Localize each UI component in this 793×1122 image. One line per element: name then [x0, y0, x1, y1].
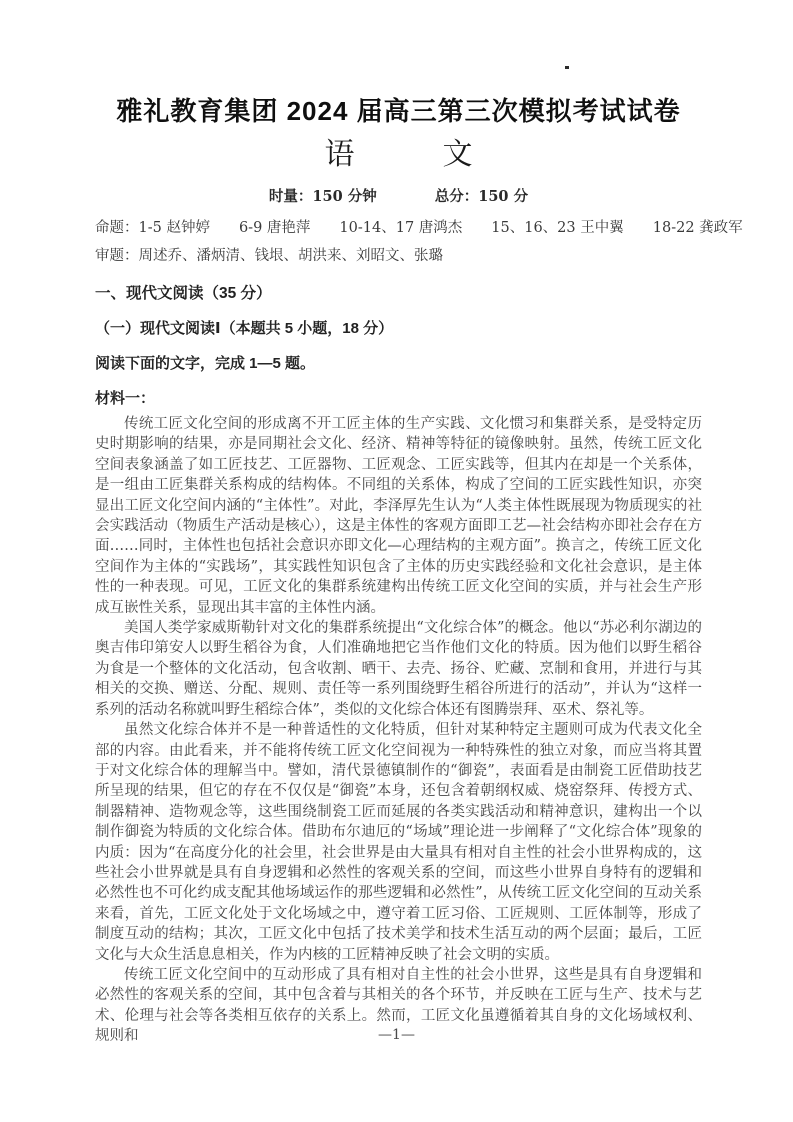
exam-info-line — [95, 186, 702, 208]
page-number: —1— — [378, 1027, 415, 1043]
material-1-label: 材料一： — [95, 390, 156, 407]
exam-total-score: 总分：150 分 — [434, 188, 529, 205]
material-1-paragraph-4: 传统工匠文化空间中的互动形成了具有相对自主性的社会小世界，这些是具有自身逻辑和必然性的客观关系的空间，其中包含着与其相关的各个环节，并反映在工匠与生产、技术与艺术、伦理与社会等各类相互依存的关系上。然而，工匠文化虽遵循着其自身的文化场域权利、规则和 — [95, 966, 702, 1045]
exam-subject — [95, 136, 702, 174]
material-1-body — [95, 414, 702, 1047]
section-1-sub-heading: （一）现代文阅读Ⅰ（本题共 5 小题，18 分） — [95, 320, 394, 337]
subject-char-2: 文 — [442, 137, 473, 172]
reading-instruction: 阅读下面的文字，完成 1—5 题。 — [95, 355, 316, 372]
page-content — [95, 0, 743, 1047]
subject-char-1: 语 — [324, 137, 355, 172]
exam-duration: 时量：150 分钟 — [268, 188, 377, 205]
reviewers-line: 审题：周述乔、潘炳清、钱垠、胡洪来、刘昭文、张璐 — [95, 248, 443, 264]
material-1-paragraph-1: 传统工匠文化空间的形成离不开工匠主体的生产实践、文化惯习和集群关系，是受特定历史时期影响的结果，亦是同期社会文化、经济、精神等特征的镜像映射。虽然，传统工匠文化空间表象涵盖了如工匠技艺、工匠器物、工匠观念、工匠实践等，但其内在却是一个关系体，是一组由工匠集群关系构成的结构体。不同组的关系体，构成了空间的工匠实践性知识，亦突显出工匠文化空间内涵的“主体性”。对此，李泽厚先生认为“人类主体性既展现为物质现实的社会实践活动（物质生产活动是核心），这是主体性的客观方面即工艺—社会结构亦即社会存在方面……同时，主体性也包括社会意识亦即文化—心理结构的主观方面”。换言之，传统工匠文化空间作为主体的“实践场”，其实践性知识包含了主体的历史实践经验和文化社会意识，是主体性的一种表现。可见，工匠文化的集群系统建构出传统工匠文化空间的实质，并与社会生产形成互嵌性关系，显现出其丰富的主体性内涵。 — [95, 416, 702, 616]
section-1-heading: 一、现代文阅读（35 分） — [95, 285, 272, 302]
exam-title: 雅礼教育集团 2024 届高三第三次模拟考试试卷 — [116, 96, 681, 126]
staff-block — [95, 214, 743, 270]
setters-line: 命题：1-5 赵钟婷 6-9 唐艳萍 10-14、17 唐鸿杰 15、16、23 王中翼 18-22 龚政军 — [95, 220, 743, 236]
material-1-paragraph-2: 美国人类学家威斯勒针对文化的集群系统提出“文化综合体”的概念。他以“苏必利尔湖边的奥吉伟印第安人以野生稻谷为食，人们准确地把它当作他们文化的特质。因为他们以野生稻谷为食是一个整体的文化活动，包含收割、晒干、去壳、扬谷、贮藏、烹制和食用，并进行与其相关的交换、赠送、分配、规则、责任等一系列围绕野生稻谷所进行的活动”，并认为“这样一系列的活动名称就叫野生稻综合体”，类似的文化综合体还有图腾崇拜、巫术、祭礼等。 — [95, 620, 702, 718]
material-1-paragraph-3: 虽然文化综合体并不是一种普适性的文化特质，但针对某种特定主题则可成为代表文化全部的内容。由此看来，并不能将传统工匠文化空间视为一种特殊性的独立对象，而应当将其置于对文化综合体的理解当中。譬如，清代景德镇制作的“御瓷”，表面看是由制瓷工匠借助技艺所呈现的结果，但它的存在不仅仅是“御瓷”本身，还包含着朝纲权威、烧窑祭拜、传授方式、制器精神、造物观念等，这些围绕制瓷工匠而延展的各类实践活动和精神意识，建构出一个以制作御瓷为特质的文化综合体。借助布尔迪厄的“场域”理论进一步阐释了“文化综合体”现象的内质：因为“在高度分化的社会里，社会世界是由大量具有相对自主性的社会小世界构成的，这些社会小世界就是具有自身逻辑和必然性的客观关系的空间，而这些小世界自身特有的逻辑和必然性也不可化约成支配其他场域运作的那些逻辑和必然性”，从传统工匠文化空间的互动关系来看，首先，工匠文化处于文化场域之中，遵守着工匠习俗、工匠规则、工匠体制等，形成了制度互动的结构；其次，工匠文化中包括了技术美学和技术生活互动的两个层面；最后，工匠文化与大众生活息息相关，作为内核的工匠精神反映了社会文明的实质。 — [95, 722, 702, 963]
